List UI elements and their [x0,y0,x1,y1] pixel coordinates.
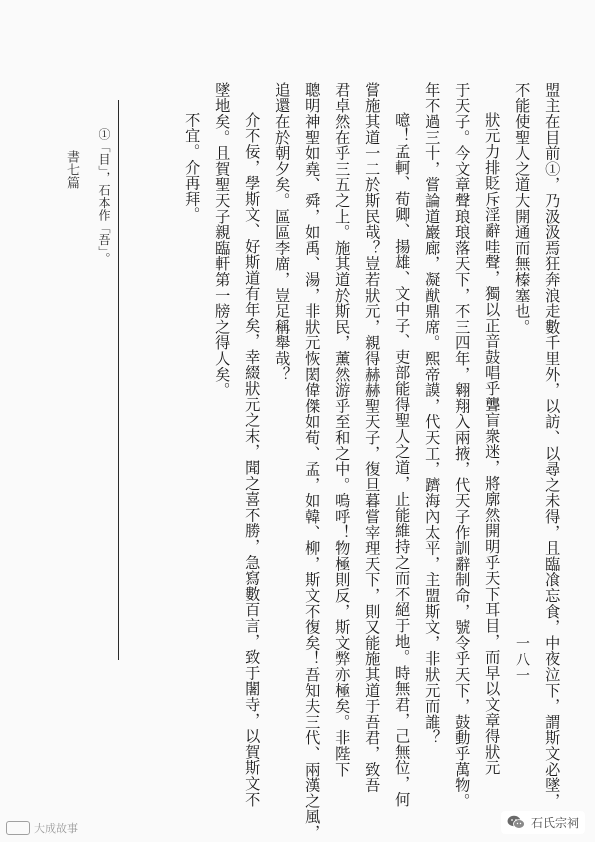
text-column-5: 年不過三十，嘗論道巖廊，凝猷鼎席。熙帝謨，代天工，躋海內太平，主盟斯文，非狀元而誰？ [423,82,442,746]
text-column-9: 聰明神聖如堯、舜，如禹、湯，非狀元恢閎偉傑如荀、孟，如韓、柳，斯文不復矣！吾知夫三代、兩漢之風， [303,82,322,841]
text-column-12: 墜地矣。且賀聖天子親臨軒第一牓之得人矣。 [213,82,232,398]
watermark-right [501,811,585,834]
text-column-11: 介不佞，學斯文、好斯道有年矣，幸綴狀元之末，聞之喜不勝，急寫數百言，致于闍寺，以賀斯文不 [243,112,262,808]
text-column-4: 于天子。今文章聲琅琅落天下，不三四年，翱翔入兩掖，代天子作訓辭制命，號令乎天下，鼓動乎萬物。 [453,82,472,809]
text-column-8: 君卓然在乎三五之上。施其道於斯民，薰然游乎至和之中。嗚呼！物極則反，斯文弊亦極矣。非陛下 [333,82,352,778]
text-column-7: 嘗施其道一二於斯民哉？豈若狀元，親得赫赫聖天子，復旦暮嘗宰理天下，則又能施其道于吾君，致吾 [363,82,382,793]
page-number: 一八一 [514,636,530,684]
text-column-6: 噫！孟軻、荀卿、揚雄、文中子、吏部能得聖人之道，止能維持之而不絕于地。時無君，己無位，何 [393,112,412,808]
book-label: 書七篇 [64,150,79,189]
footnote: ①「目」，石本作「吾」。 [97,128,111,265]
text-column-3: 狀元力排貶斥淫辭哇聲，獨以正音鼓唱乎聾盲衆迷，將廓然開明乎天下耳目，而早以文章得狀元 [483,112,502,776]
footnote-divider [118,100,119,660]
watermark-left [6,820,78,836]
watermark-right-text: 石氏宗祠 [530,816,579,830]
text-column-10: 追還在於朝夕矣。區區李庿，豈足稱舉哉？ [273,82,292,383]
text-column-13: 不宜。介再拜。 [183,112,202,223]
wechat-icon [507,815,525,830]
watermark-badge-icon [6,821,30,835]
watermark-left-text: 大成故事 [34,822,78,835]
text-column-2: 不能使聖人之道大開通而無榛塞也。 [513,82,532,335]
text-column-1: 盟主在目前①，乃汲汲焉狂奔浪走數千里外，以訪、以尋之未得，且臨飡忘食，中夜泣下，謂斯文必墜， [543,82,562,809]
